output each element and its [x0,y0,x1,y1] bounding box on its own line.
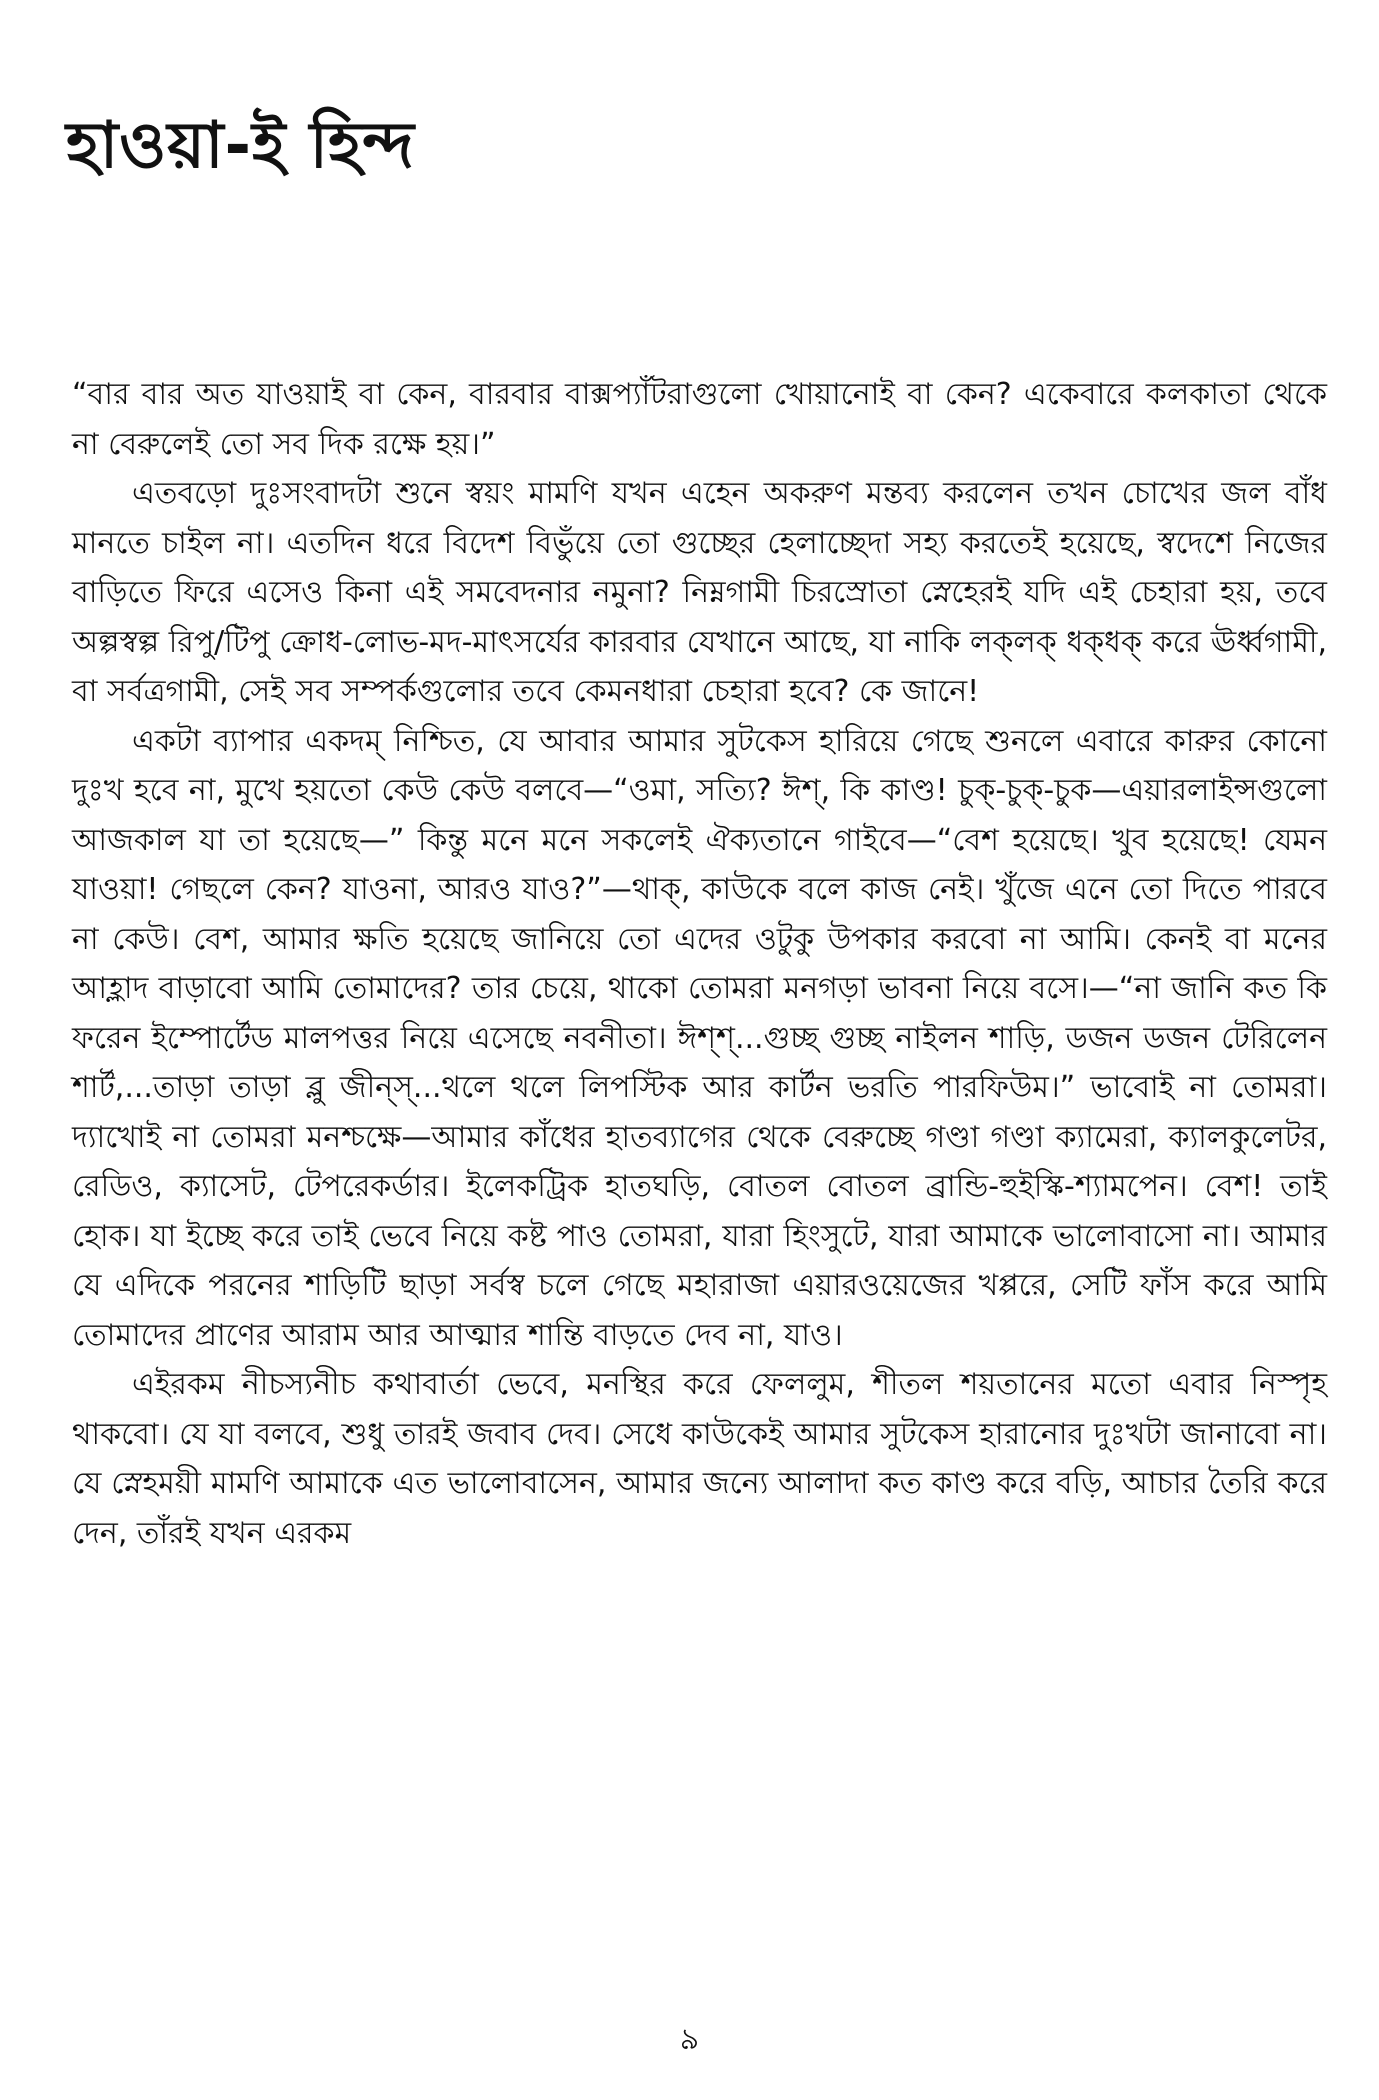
paragraph-3: একটা ব্যাপার একদম্‌ নিশ্চিত, যে আবার আমার সুটকেস হারিয়ে গেছে শুনলে এবারে কারুর কোনো দুঃখ হবে না, মুখে হয়তো কেউ কেউ বলবে—“ওমা, সত্যি? ঈশ্‌, কি কাণ্ড! চুক্‌-চুক্‌-চুক—এয়ারলাইন্সগুলো আজকাল যা তা হয়েছে—” কিন্তু মনে মনে সকলেই ঐক্যতানে গাইবে—“বেশ হয়েছে। খুব হয়েছে! যেমন যাওয়া! গেছলে কেন? যাওনা, আরও যাও?”—থাক্‌, কাউকে বলে কাজ নেই। খুঁজে এনে তো দিতে পারবে না কেউ। বেশ, আমার ক্ষতি হয়েছে জানিয়ে তো এদের ওটুকু উপকার করবো না আমি। কেনই বা মনের আহ্লাদ বাড়াবো আমি তোমাদের? তার চেয়ে, থাকো তোমরা মনগড়া ভাবনা নিয়ে বসে।—“না জানি কত কি ফরেন ইম্পোর্টেড মালপত্তর নিয়ে এসেছে নবনীতা। ঈশ্‌শ্‌...গুচ্ছ গুচ্ছ নাইলন শাড়ি, ডজন ডজন টেরিলেন শার্ট,...তাড়া তাড়া ব্লু জীন্‌স্‌...থলে থলে লিপস্টিক আর কার্টন ভরতি পারফিউম।” ভাবোই না তোমরা। দ্যাখোই না তোমরা মনশ্চক্ষে—আমার কাঁধের হাতব্যাগের থেকে বেরুচ্ছে গণ্ডা গণ্ডা ক্যামেরা, ক্যালকুলেটর, রেডিও, ক্যাসেট, টেপরেকর্ডার। ইলেকট্রিক হাতঘড়ি, বোতল বোতল ব্রান্ডি-হুইস্কি-শ্যামপেন। বেশ! তাই হোক। যা ইচ্ছে করে তাই ভেবে নিয়ে কষ্ট পাও তোমরা, যারা হিংসুটে, যারা আমাকে ভালোবাসো না। আমার যে এদিকে পরনের শাড়িটি ছাড়া সর্বস্ব চলে গেছে মহারাজা এয়ারওয়েজের খপ্পরে, সেটি ফাঁস করে আমি তোমাদের প্রাণের আরাম আর আত্মার শান্তি বাড়তে দেব না, যাও। [72,723,1327,1353]
paragraph-4: এইরকম নীচস্যনীচ কথাবার্তা ভেবে, মনস্থির করে ফেললুম, শীতল শয়তানের মতো এবার নিস্পৃহ থাকবো। যে যা বলবে, শুধু তারই জবাব দেব। সেধে কাউকেই আমার সুটকেস হারানোর দুঃখটা জানাবো না। যে স্নেহময়ী মামণি আমাকে এত ভালোবাসেন, আমার জন্যে আলাদা কত কাণ্ড করে বড়ি, আচার তৈরি করে দেন, তাঁরই যখন এরকম [72,1367,1327,1551]
paragraph-2: এতবড়ো দুঃসংবাদটা শুনে স্বয়ং মামণি যখন এহেন অকরুণ মন্তব্য করলেন তখন চোখের জল বাঁধ মানতে চাইল না। এতদিন ধরে বিদেশ বিভুঁয়ে তো গুচ্ছের হেলাচ্ছেদা সহ্য করতেই হয়েছে, স্বদেশে নিজের বাড়িতে ফিরে এসেও কিনা এই সমবেদনার নমুনা? নিম্নগামী চিরস্রোতা স্নেহেরই যদি এই চেহারা হয়, তবে অল্পস্বল্প রিপু/টিপু ক্রোধ-লোভ-মদ-মাৎসর্যের কারবার যেখানে আছে, যা নাকি লক্‌লক্‌ ধক্‌ধক্‌ করে ঊর্ধ্বগামী, বা সর্বত্রগামী, সেই সব সম্পর্কগুলোর তবে কেমনধারা চেহারা হবে? কে জানে! [72,476,1327,709]
page-number: ৯ [679,2022,700,2057]
paragraph-1: “বার বার অত যাওয়াই বা কেন, বারবার বাক্সপ্যাঁটরাগুলো খোয়ানোই বা কেন? একেবারে কলকাতা থেকে না বেরুলেই তো সব দিক রক্ষে হয়।” [72,377,1327,462]
chapter-title: হাওয়া-ই হিন্দ [66,109,415,183]
body-text [72,370,1327,1558]
